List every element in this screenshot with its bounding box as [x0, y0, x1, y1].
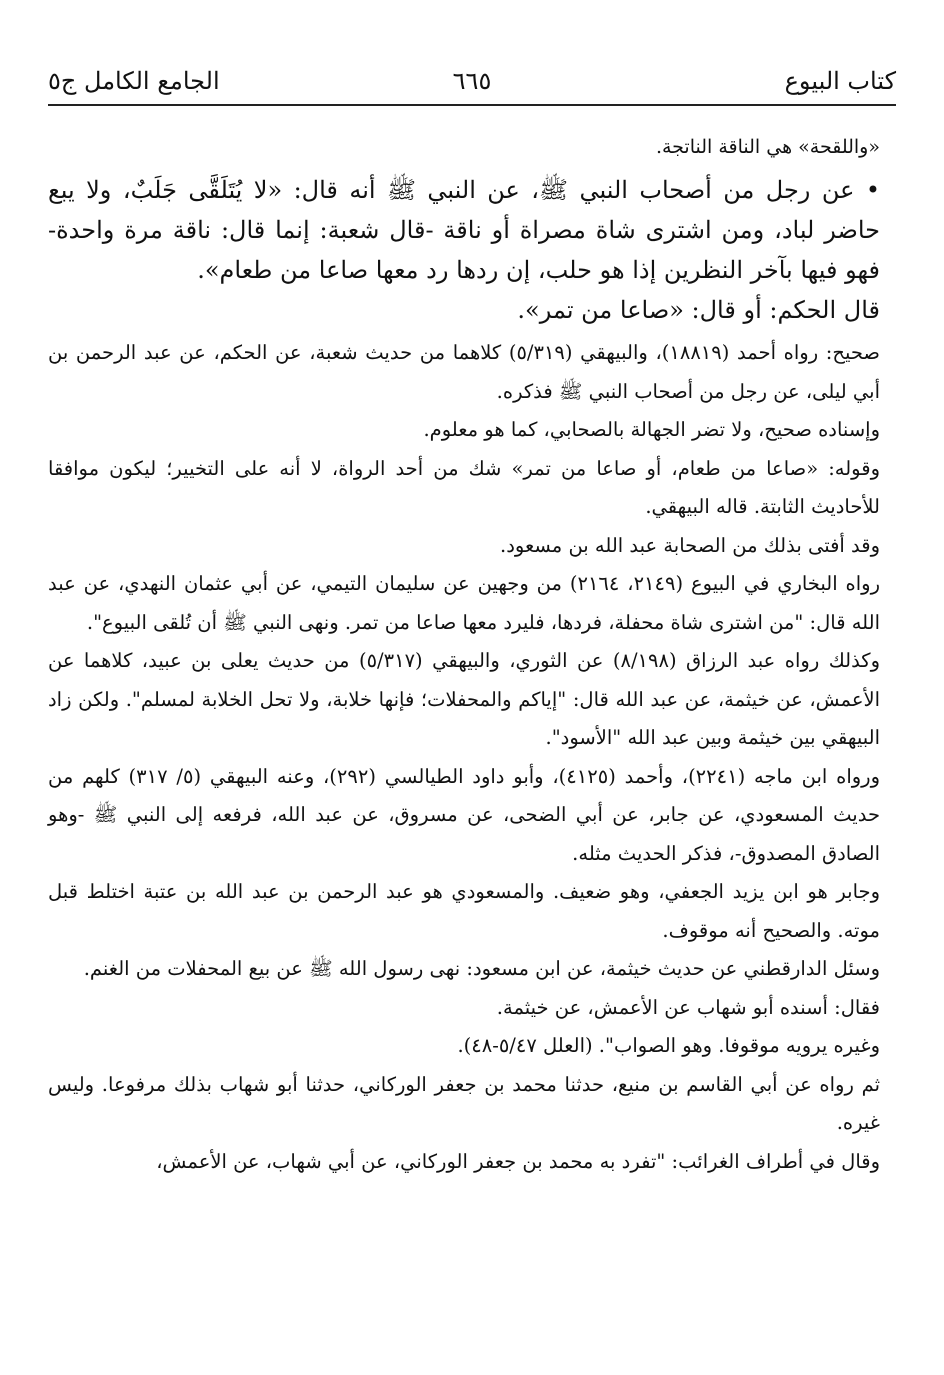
- hakam-remark: قال الحكم: أو قال: «صاعا من تمر».: [517, 296, 880, 324]
- header-book-title: الجامع الكامل ج٥: [48, 67, 220, 95]
- page-header: [48, 66, 896, 102]
- commentary-paragraph: وإسناده صحيح، ولا تضر الجهالة بالصحابي، كما هو معلوم.: [423, 418, 880, 441]
- commentary-paragraph: صحيح: رواه أحمد (١٨٨١٩)، والبيهقي (٥/٣١٩) كلاهما من حديث شعبة، عن الحكم، عن عبد الرحمن بن أبي ليلى، عن رجل من أصحاب النبي ﷺ فذكره.: [48, 341, 880, 403]
- page-number: ٦٦٥: [452, 67, 492, 95]
- header-divider: [48, 104, 896, 106]
- commentary-paragraph: وقد أفتى بذلك من الصحابة عبد الله بن مسعود.: [500, 533, 880, 557]
- commentary-paragraph: وسئل الدارقطني عن حديث خيثمة، عن ابن مسعود: نهى رسول الله ﷺ عن بيع المحفلات من الغنم.: [83, 957, 880, 980]
- definition-note: «واللقحة» هي الناقة الناتجة.: [655, 136, 880, 158]
- hadith-text: • عن رجل من أصحاب النبي ﷺ، عن النبي ﷺ أنه قال: «لا يُتَلَقَّى جَلَبٌ، ولا يبع حاضر لباد، ومن اشترى شاة مصراة أو ناقة -قال شعبة: إنما قال: ناقة مرة واحدة- فهو فيها بآخر النظرين إذا هو حلب، إن ردها رد معها صاعا من طعام».: [48, 176, 880, 284]
- commentary-paragraph: ورواه ابن ماجه (٢٢٤١)، وأحمد (٤١٢٥)، وأبو داود الطيالسي (٢٩٢)، وعنه البيهقي (٥/ ٣١٧) كلهم من حديث المسعودي، عن جابر، عن أبي الضحى، عن مسروق، عن عبد الله، فرفعه إلى النبي ﷺ -وهو الصادق المصدوق-، فذكر الحديث مثله.: [48, 764, 880, 865]
- page-body: [48, 128, 880, 1181]
- commentary-paragraph: وكذلك رواه عبد الرزاق (٨/١٩٨) عن الثوري، والبيهقي (٥/٣١٧) من حديث يعلى بن عبيد، كلاهما عن الأعمش، عن خيثمة، عن عبد الله قال: "إياكم والمحفلات؛ فإنها خلابة، ولا تحل الخلابة لمسلم". ولكن زاد البيهقي بين خيثمة وبين عبد الله "الأسود".: [48, 649, 880, 749]
- commentary-paragraph: وقوله: «صاعا من طعام، أو صاعا من تمر» شك من أحد الرواة، لا أنه على التخيير؛ ليكون موافقا للأحاديث الثابتة. قاله البيهقي.: [48, 456, 880, 518]
- commentary-paragraph: فقال: أسنده أبو شهاب عن الأعمش، عن خيثمة.: [496, 995, 880, 1019]
- commentary-paragraph: رواه البخاري في البيوع (٢١٤٩، ٢١٦٤) من وجهين عن سليمان التيمي، عن أبي عثمان النهدي، عن عبد الله قال: "من اشترى شاة محفلة، فردها، فليرد معها صاعا من تمر. ونهى النبي ﷺ أن تُلقى البيوع".: [48, 572, 881, 634]
- commentary-paragraph: وجابر هو ابن يزيد الجعفي، وهو ضعيف. والمسعودي هو عبد الرحمن بن عبد الله بن عتبة اختلط قبل موته. والصحيح أنه موقوف.: [48, 880, 880, 942]
- commentary-paragraph: ثم رواه عن أبي القاسم بن منيع، حدثنا محمد بن جعفر الوركاني، حدثنا أبو شهاب بذلك مرفوعا. وليس غيره.: [48, 1072, 880, 1134]
- commentary-paragraph: وقال في أطراف الغرائب: "تفرد به محمد بن جعفر الوركاني، عن أبي شهاب، عن الأعمش،: [156, 1149, 880, 1173]
- header-section-title: كتاب البيوع: [784, 67, 896, 95]
- commentary-paragraph: وغيره يرويه موقوفا. وهو الصواب". (العلل ٥/٤٧-٤٨).: [457, 1034, 880, 1057]
